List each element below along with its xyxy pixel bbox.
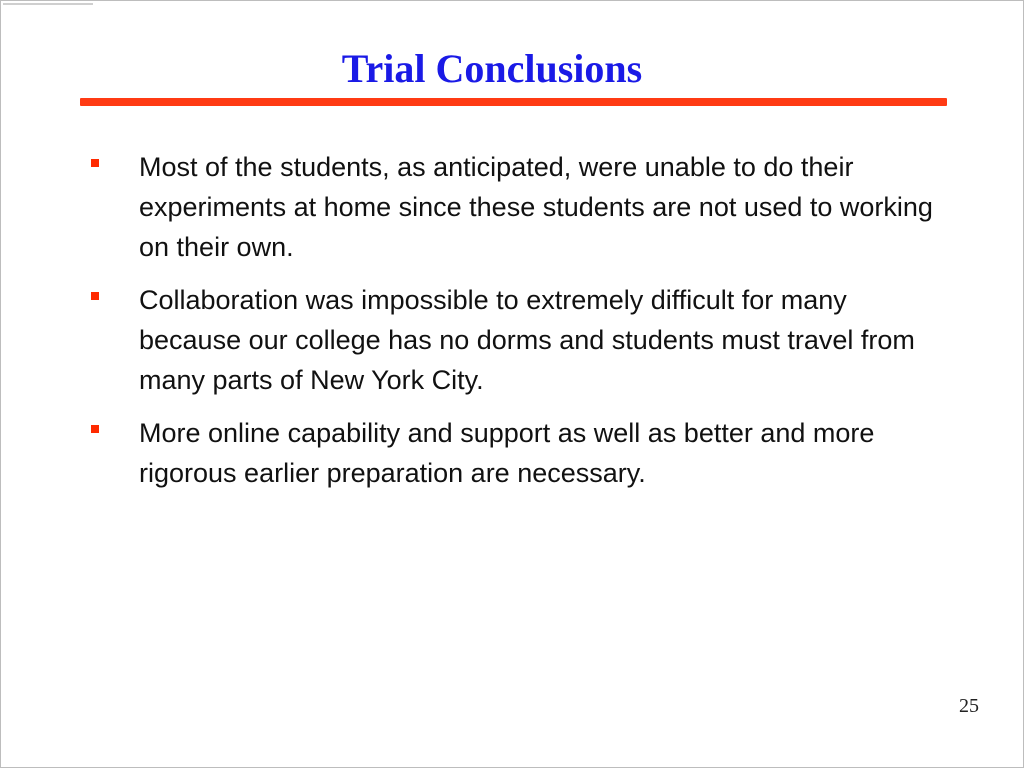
- slide-title: Trial Conclusions: [341, 46, 643, 91]
- bullet-item: [87, 280, 947, 400]
- bullet-text: Collaboration was impossible to extremely difficult for many because our college has no dorms and students must travel from many parts of New York City.: [139, 285, 915, 395]
- bullet-text: Most of the students, as anticipated, were unable to do their experiments at home since these students are not used to working on their own.: [139, 152, 933, 262]
- bullet-text: More online capability and support as well as better and more rigorous earlier preparation are necessary.: [139, 418, 875, 488]
- square-bullet-icon: [91, 292, 99, 300]
- bullet-item: [87, 147, 947, 267]
- square-bullet-icon: [91, 425, 99, 433]
- title-underline: [80, 98, 947, 106]
- page-number: 25: [959, 695, 979, 717]
- bullet-item: [87, 413, 947, 493]
- bullet-list: [87, 147, 947, 506]
- corner-artifact: [3, 3, 93, 5]
- square-bullet-icon: [91, 159, 99, 167]
